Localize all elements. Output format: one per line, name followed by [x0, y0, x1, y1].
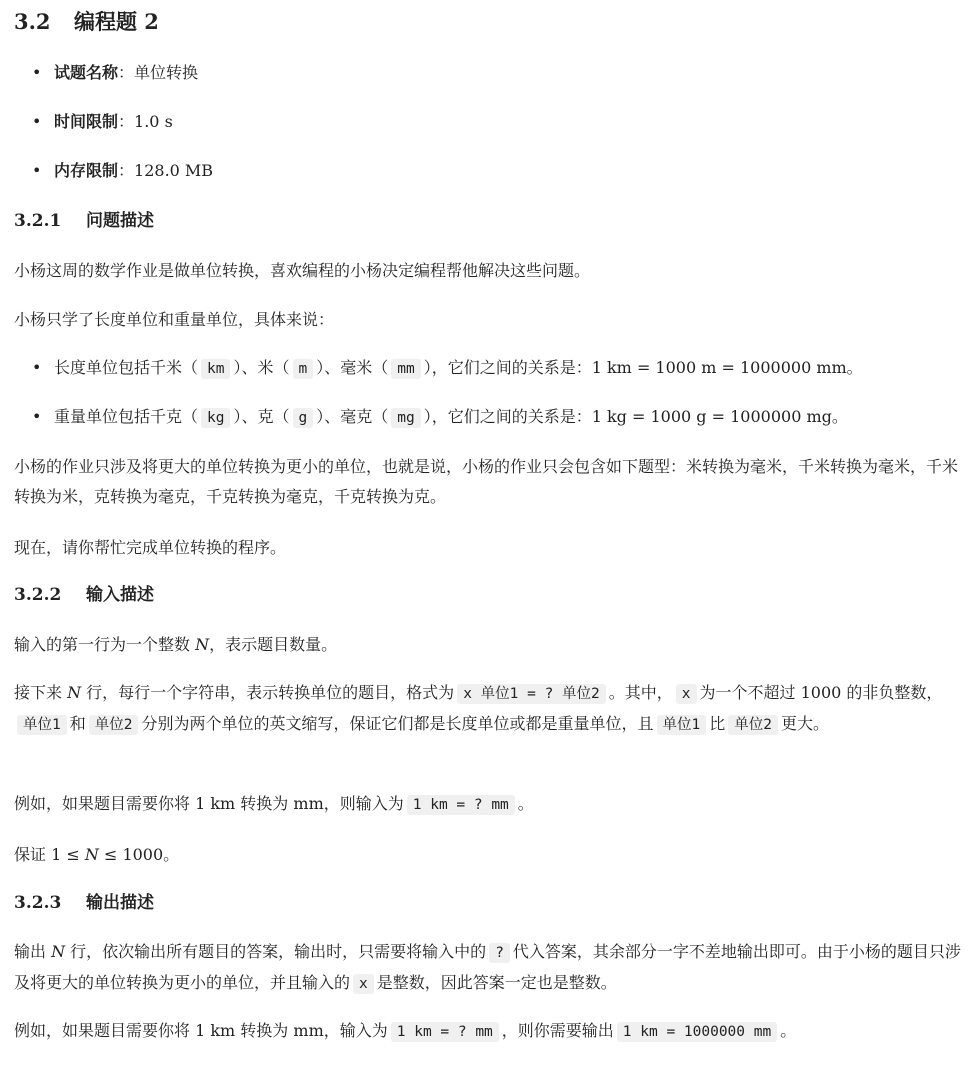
input-heading: 3.2.2 输入描述 — [14, 585, 154, 605]
meta-item-memory: • 内存限制：128.0 MB — [32, 157, 213, 185]
meta-value: 1.0 s — [134, 112, 173, 131]
problem-paragraph-1: 小杨这周的数学作业是做单位转换，喜欢编程的小杨决定编程帮他解决这些问题。 — [14, 261, 591, 280]
meta-label: 试题名称 — [54, 63, 119, 82]
meta-label: 内存限制 — [54, 161, 119, 180]
input-paragraph-3: 例如，如果题目需要你将 1 km 转换为 mm，则输入为 1 km = ? mm 。 — [14, 794, 534, 813]
meta-value: 128.0 MB — [134, 161, 214, 180]
bullet-icon: • — [32, 407, 42, 426]
bullet-icon: • — [32, 161, 42, 180]
section-number: 3.2 — [14, 9, 51, 34]
code-m: m — [293, 359, 314, 379]
bullet-icon: • — [32, 358, 42, 377]
code-g: g — [293, 408, 314, 428]
input-paragraph-1: 输入的第一行为一个整数 N，表示题目数量。 — [14, 635, 338, 654]
code-kg: kg — [201, 408, 230, 428]
output-heading: 3.2.3 输出描述 — [14, 893, 154, 913]
length-units-item: • 长度单位包括千米（ km ）、米（ m ）、毫米（ mm ），它们之间的关系是：1 km = 1000 m = 1000000 mm。 — [32, 354, 863, 383]
output-paragraph-1: 输出 N 行，依次输出所有题目的答案，输出时，只需要将输入中的 ? 代入答案，其余部分一字不差地输出即可。由于小杨的题目只涉及将更大的单位转换为更小的单位，并且输入的 x 是整数，因此答案一定也是整数。 — [14, 942, 961, 992]
section-heading — [14, 6, 159, 38]
input-paragraph-4: 保证 1 ≤ N ≤ 1000。 — [14, 845, 180, 864]
problem-paragraph-2: 小杨只学了长度单位和重量单位，具体来说： — [14, 310, 335, 329]
code-mm: mm — [391, 359, 420, 379]
bullet-icon: • — [32, 63, 42, 82]
problem-heading: 3.2.1 问题描述 — [14, 211, 154, 231]
weight-units-item: • 重量单位包括千克（ kg ）、克（ g ）、毫克（ mg ），它们之间的关系是：1 kg = 1000 g = 1000000 mg。 — [32, 403, 848, 432]
meta-label: 时间限制 — [54, 112, 119, 131]
bullet-icon: • — [32, 112, 42, 131]
meta-value: 单位转换 — [134, 63, 199, 82]
meta-item-time: • 时间限制：1.0 s — [32, 108, 173, 136]
input-paragraph-2: 接下来 N 行，每行一个字符串，表示转换单位的题目，格式为 x 单位1 = ? 单位2 。其中， x 为一个不超过 1000 的非负整数，单位1 和 单位2 分别为两个单位的英文缩写，保证它们都是长度单位或都是重量单位，且 单位1 比 单位2 更大。 — [14, 683, 943, 733]
problem-paragraph-3: 小杨的作业只涉及将更大的单位转换为更小的单位，也就是说，小杨的作业只会包含如下题型：米转换为毫米，千米转换为毫米，千米转换为米，克转换为毫克，千克转换为毫克，千克转换为克。 — [14, 457, 959, 506]
output-paragraph-2: 例如，如果题目需要你将 1 km 转换为 mm，输入为 1 km = ? mm ，则你需要输出 1 km = 1000000 mm 。 — [14, 1021, 797, 1040]
code-mg: mg — [391, 408, 420, 428]
problem-paragraph-4: 现在，请你帮忙完成单位转换的程序。 — [14, 538, 287, 557]
section-title: 编程题 2 — [74, 9, 159, 34]
meta-item-name: • 试题名称：单位转换 — [32, 59, 198, 87]
code-km: km — [201, 359, 230, 379]
